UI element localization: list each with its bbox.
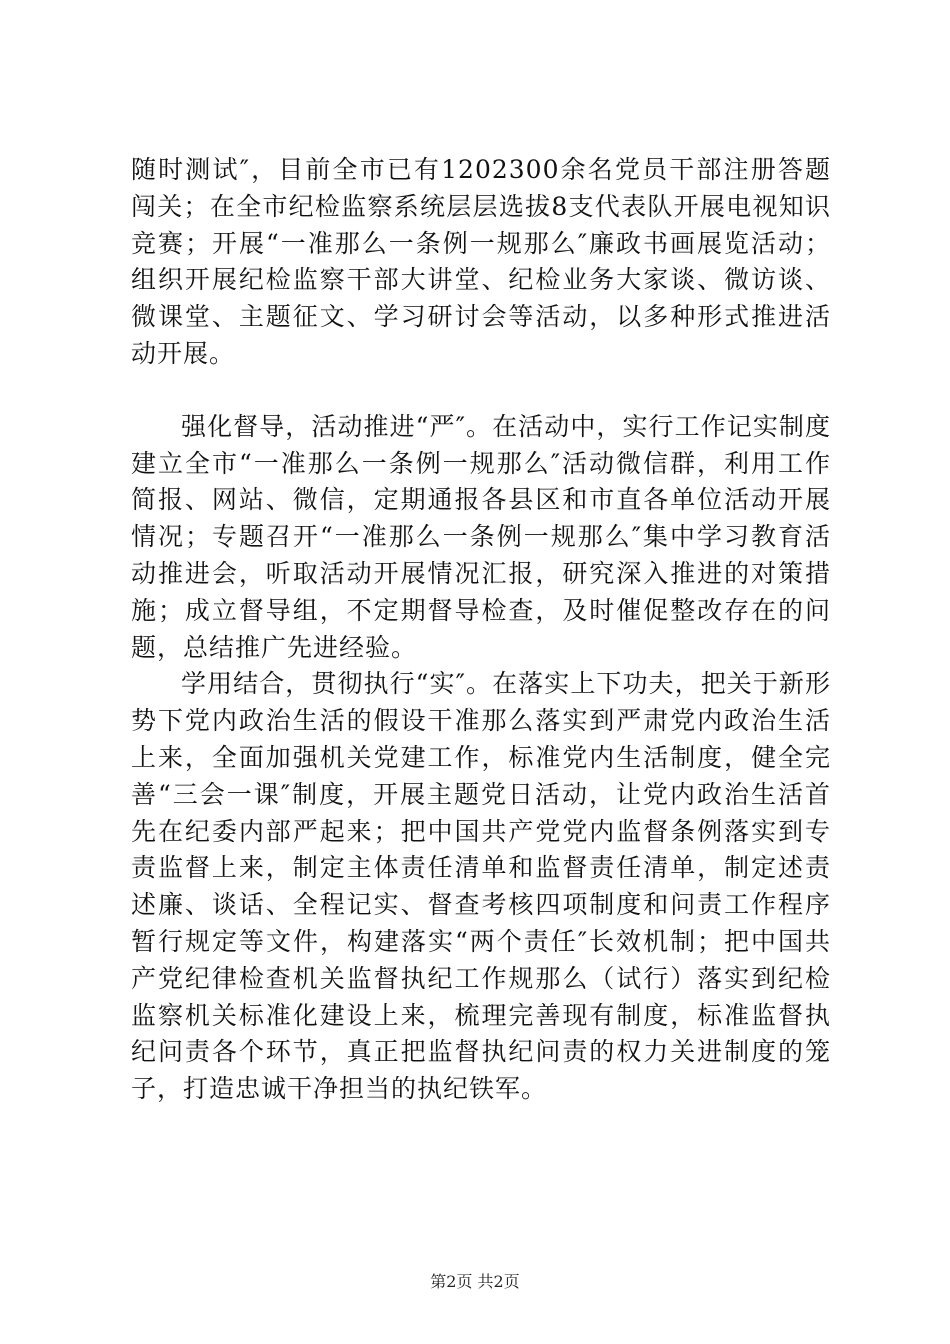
page-number-footer: 第2页 共2页 (430, 1272, 520, 1291)
paragraph-supervision: 强化督导，活动推进“严″。在活动中，实行工作记实制度建立全市“一准那么一条例一规那么″活动微信群，利用工作简报、网站、微信，定期通报各县区和市直各单位活动开展情况；专题召开“一准那么一条例一规那么″集中学习教育活动推进会，听取活动开展情况汇报，研究深入推进的对策措施；成立督导组，不定期督导检查，及时催促整改存在的问题，总结推广先进经验。 (131, 411, 831, 662)
paragraph-activity-forms: 随时测试″，目前全市已有1202300余名党员干部注册答题闯关；在全市纪检监察系统层层选拔8支代表队开展电视知识竞赛；开展“一准那么一条例一规那么″廉政书画展览活动；组织开展纪检监察干部大讲堂、纪检业务大家谈、微访谈、微课堂、主题征文、学习研讨会等活动，以多种形式推进活动开展。 (131, 155, 831, 368)
paragraph-implementation: 学用结合，贯彻执行“实″。在落实上下功夫，把关于新形势下党内政治生活的假设干准那么落实到严肃党内政治生活上来，全面加强机关党建工作，标准党内生活制度，健全完善“三会一课″制度，开展主题党日活动，让党内政治生活首先在纪委内部严起来；把中国共产党党内监督条例落实到专责监督上来，制定主体责任清单和监督责任清单，制定述责述廉、谈话、全程记实、督查考核四项制度和问责工作程序暂行规定等文件，构建落实“两个责任″长效机制；把中国共产党纪律检查机关监督执纪工作规那么（试行）落实到纪检监察机关标准化建设上来，梳理完善现有制度，标准监督执纪问责各个环节，真正把监督执纪问责的权力关进制度的笼子，打造忠诚干净担当的执纪铁军。 (131, 669, 831, 1104)
document-body (131, 152, 831, 1108)
paragraph-gap (131, 373, 831, 409)
